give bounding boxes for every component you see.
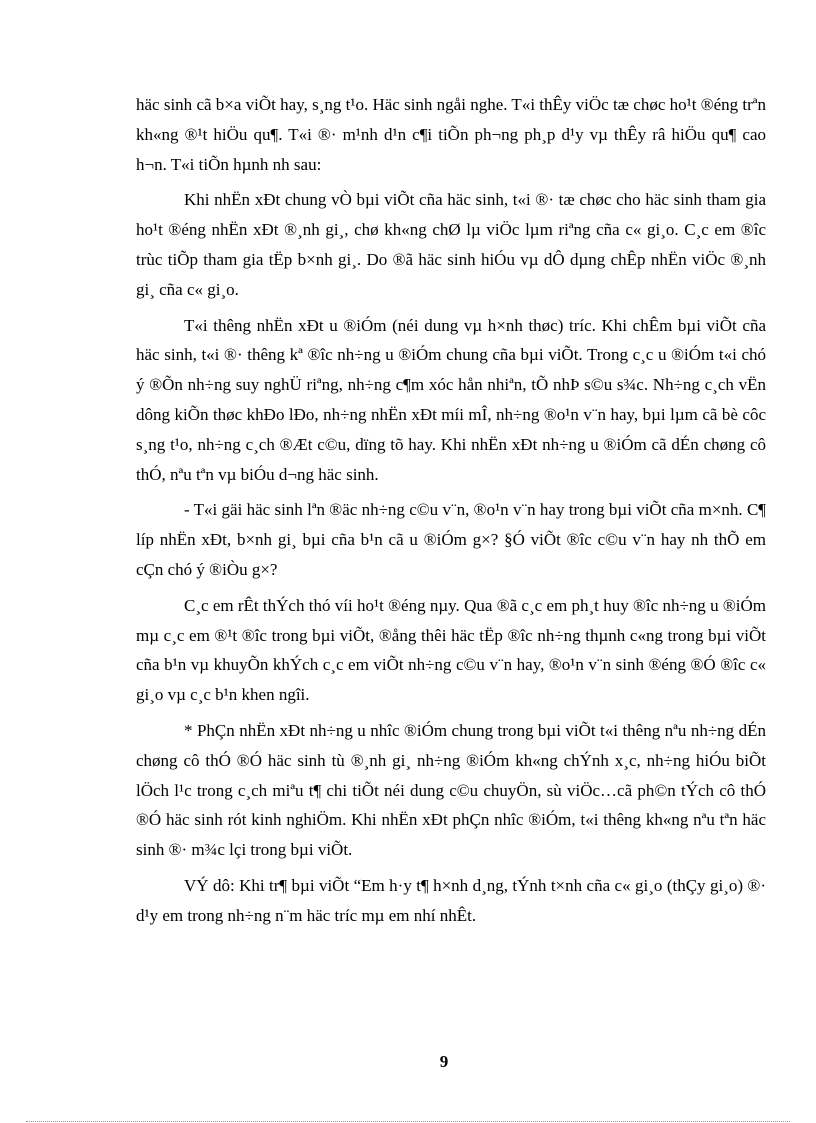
paragraph-6: * PhÇn nhËn xÐt nh÷ng u nhîc ®iÓm chung trong bµi viÕt t«i thêng nªu nh÷ng dÉn chøng cô thÓ ®Ó häc sinh tù ®¸nh gi¸ nh÷ng ®iÓm kh«ng chÝnh x¸c, nh÷ng hiÓu biÕt lÖch l¹c trong c¸ch miªu t¶ chi tiÕt néi dung c©u chuyÖn, sù viÖc…cã ph©n tÝch cô thÓ ®Ó häc sinh rót kinh nghiÖm. Khi nhËn xÐt phÇn nhîc ®iÓm, t«i thêng kh«ng nªu tªn häc sinh ®· m¾c lçi trong bµi viÕt.: [136, 720, 766, 860]
paragraph-5: C¸c em rÊt thÝch thó víi ho¹t ®éng nµy. Qua ®ã c¸c em ph¸t huy ®îc nh÷ng u ®iÓm mµ c¸c em ®¹t ®îc trong bµi viÕt, ®ång thêi häc tËp ®îc nh÷ng thµnh c«ng trong bµi viÕt cña b¹n vµ khuyÕn khÝch c¸c em viÕt nh÷ng c©u v¨n hay, ®o¹n v¨n sinh ®éng ®Ó ®îc c« gi¸o vµ c¸c b¹n khen ngîi.: [136, 595, 766, 705]
paragraph-3: T«i thêng nhËn xÐt u ®iÓm (néi dung vµ h×nh thøc) tríc. Khi chÊm bµi viÕt cña häc sinh, t«i ®· thêng kª ®îc nh÷ng u ®iÓm chung cña bµi viÕt. Trong c¸c u ®iÓm t«i chó ý ®Õn nh÷ng suy nghÜ riªng, nh÷ng c¶m xóc hån nhiªn, tÕ nhÞ s©u s¾c. Nh÷ng c¸ch vËn dông kiÕn thøc khÐo lÐo, nh÷ng nhËn xÐt míi mÎ, nh÷ng ®o¹n v¨n hay, bµi lµm cã bè côc s¸ng t¹o, nh÷ng c¸ch ®Æt c©u, dïng tõ hay. Khi nhËn xÐt nh÷ng u ®iÓm cã dÉn chøng cô thÓ, nªu tªn vµ biÓu d¬ng häc sinh.: [136, 315, 766, 484]
paragraph-7: VÝ dô: Khi tr¶ bµi viÕt “Em h·y t¶ h×nh d¸ng, tÝnh t×nh cña c« gi¸o (thÇy gi¸o) ®· d¹y em trong nh÷ng n¨m häc tríc mµ em nhí nhÊt.: [136, 875, 766, 925]
paragraph-4: - T«i gäi häc sinh lªn ®äc nh÷ng c©u v¨n, ®o¹n v¨n hay trong bµi viÕt cña m×nh. C¶ líp nhËn xÐt, b×nh gi¸ bµi cña b¹n cã u ®iÓm g×? §Ó viÕt ®îc c©u v¨n hay nh thÕ em cÇn chó ý ®iÒu g×?: [136, 500, 766, 579]
paragraph-1: häc sinh cã b×a viÕt hay, s¸ng t¹o. Häc sinh ngåi nghe. T«i thÊy viÖc tæ chøc ho¹t ®éng trªn kh«ng ®¹t hiÖu qu¶. T«i ®· m¹nh d¹n c¶i tiÕn ph¬ng ph¸p d¹y vµ thÊy râ hiÖu qu¶ cao h¬n. T«i tiÕn hµnh nh sau:: [136, 95, 766, 174]
page-bottom-divider: [26, 1121, 790, 1122]
page-number: 9: [439, 1052, 449, 1071]
document-body: [136, 90, 766, 937]
paragraph-2: Khi nhËn xÐt chung vÒ bµi viÕt cña häc sinh, t«i ®· tæ chøc cho häc sinh tham gia ho¹t ®éng nhËn xÐt ®¸nh gi¸, chø kh«ng chØ lµ viÖc lµm riªng cña c« gi¸o. C¸c em ®îc trùc tiÕp tham gia tËp b×nh gi¸. Do ®ã häc sinh hiÓu vµ dÔ dµng chÊp nhËn viÖc ®¸nh gi¸ cña c« gi¸o.: [136, 190, 766, 299]
